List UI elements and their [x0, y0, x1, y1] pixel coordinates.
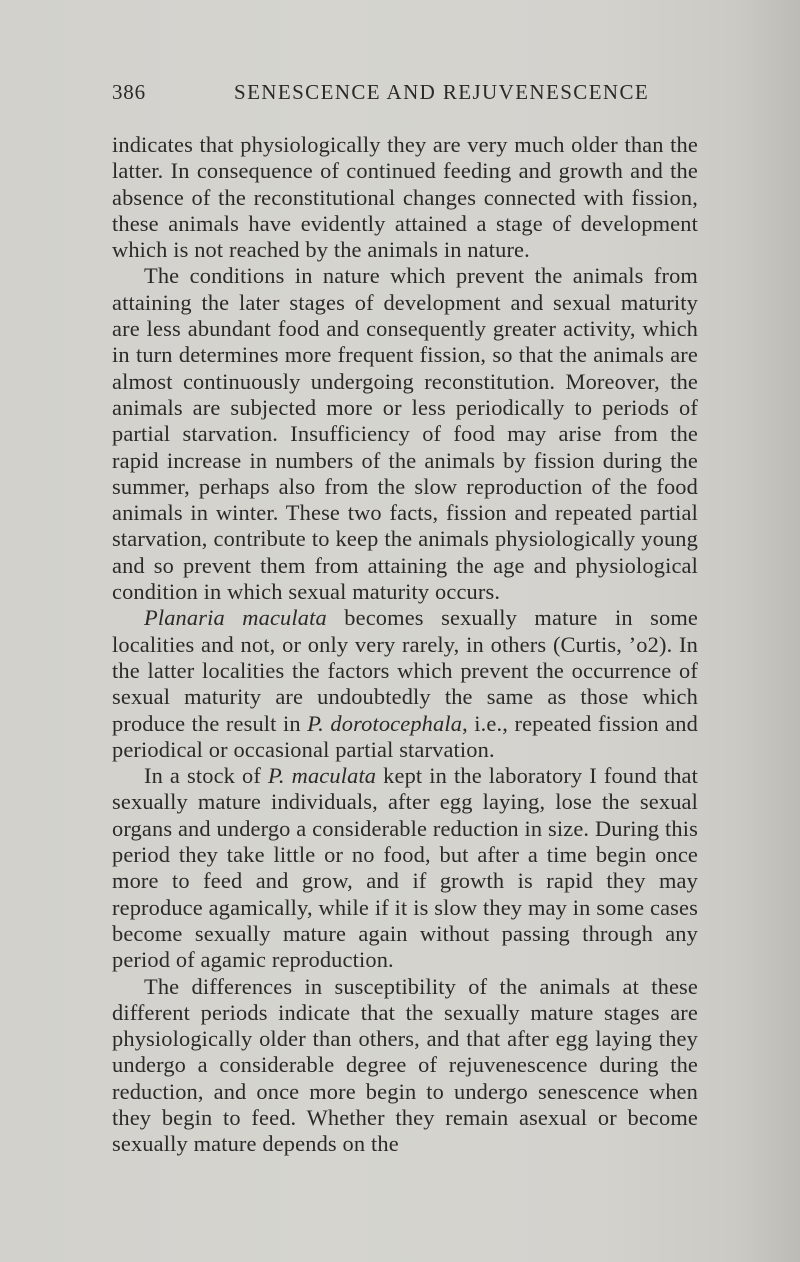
paragraph-text: kept in the laboratory I found that sexually mature individuals, after egg laying, lose the sexual organs and undergo a considerable reduction in size. During this period they take little or no food, but after a time begin once more to feed and grow, and if growth is rapid they may reproduce agamically, while if it is slow they may in some cases become sexually mature again without passing through any period of agamic reproduction. — [112, 763, 698, 973]
paragraph — [112, 974, 698, 1158]
italic-text: P. dorotocephala — [307, 710, 463, 736]
paragraph — [112, 605, 698, 763]
italic-text: Planaria maculata — [144, 605, 327, 631]
paragraph — [112, 263, 698, 605]
paragraph-text: The conditions in nature which prevent the animals from attaining the later stages of development and sexual maturity are less abundant food and consequently greater activity, which in turn determines more frequent fission, so that the animals are almost continuously undergoing reconstitution. Moreover, the animals are subjected more or less periodically to periods of partial starvation. Insufficiency of food may arise from the rapid increase in numbers of the animals by fission during the summer, perhaps also from the slow reproduction of the food animals in winter. These two facts, fission and repeated partial starvation, contribute to keep the animals physiologically young and so prevent them from attaining the age and physiological condition in which sexual maturity occurs. — [112, 263, 698, 605]
paragraph — [112, 763, 698, 973]
body-text — [112, 132, 698, 1158]
paragraph-text: becomes sexually mature in some localities and not, or only very rarely, in others (Curtis, ’o2). In the latter localities the factors which prevent the occurrence of sexual maturity are undoubtedly the same as those which produce the result in — [112, 605, 698, 736]
page-header — [112, 80, 692, 112]
paragraph-text: The differences in susceptibility of the animals at these different periods indicate that the sexually mature stages are physiologically older than others, and that after egg laying they undergo a considerable degree of rejuvenescence during the reduction, and once more begin to undergo senescence when they begin to feed. Whether they remain asexual or become sexually mature depends on the — [112, 973, 698, 1157]
page-number: 386 — [112, 80, 146, 104]
paragraph — [112, 132, 698, 263]
running-title: SENESCENCE AND REJUVENESCENCE — [234, 80, 650, 104]
paragraph-text: In a stock of — [144, 763, 268, 789]
paragraph-text: indicates that physiologically they are very much older than the latter. In consequence of continued feeding and growth and the absence of the reconstitutional changes connected with fission, these animals have evidently attained a stage of development which is not reached by the animals in nature. — [112, 132, 698, 263]
paragraph-text: , i.e., repeated fission and periodical or occasional partial starvation. — [112, 710, 698, 762]
italic-text: P. maculata — [267, 763, 377, 789]
